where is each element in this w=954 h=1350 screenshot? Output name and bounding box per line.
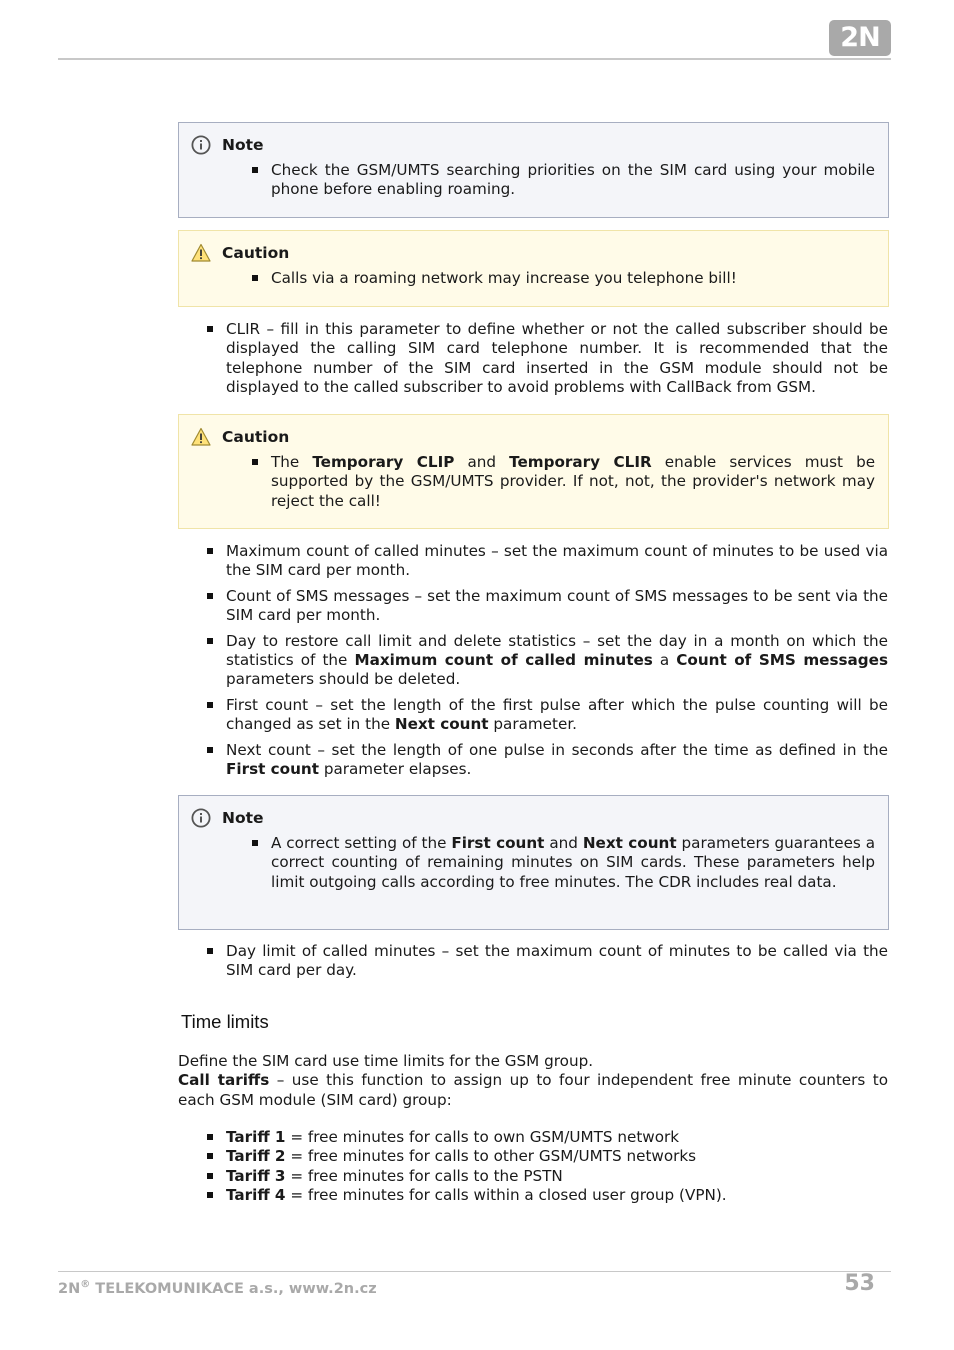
warning-icon — [191, 427, 211, 447]
list-item: First count – set the length of the first pulse after which the pulse counting will be changed as set in the Next count parameter. — [226, 696, 888, 735]
list-item: CLIR – fill in this parameter to define whether or not the called subscriber should be displayed the calling SIM card telephone number. It is recommended that the telephone number of the SIM card inserted in the GSM module should not be displayed to the called subscriber to avoid problems with CallBack from GSM. — [226, 320, 888, 398]
info-icon — [191, 135, 211, 155]
tariff-list — [226, 1128, 888, 1206]
list-item: Tariff 3 = free minutes for calls to the PSTN — [226, 1167, 888, 1186]
caution-box — [178, 230, 889, 307]
note-title: Note — [222, 136, 264, 154]
list-item: Check the GSM/UMTS searching priorities on the SIM card using your mobile phone before enabling roaming. — [271, 161, 875, 200]
list-item: Tariff 1 = free minutes for calls to own GSM/UMTS network — [226, 1128, 888, 1147]
note-box — [178, 122, 889, 218]
list-item: Tariff 2 = free minutes for calls to other GSM/UMTS networks — [226, 1147, 888, 1166]
caution-box — [178, 414, 889, 529]
parameter-list — [226, 320, 888, 404]
list-item: Day to restore call limit and delete statistics – set the day in a month on which the statistics of the Maximum count of called minutes a Count of SMS messages parameters should be deleted. — [226, 632, 888, 690]
section-intro: Define the SIM card use time limits for the GSM group. Call tariffs – use this function to assign up to four independent free minute counters to each GSM module (SIM card) group: — [178, 1052, 888, 1109]
footer-divider — [58, 1271, 891, 1272]
section-heading: Time limits — [181, 1011, 269, 1032]
list-item: Tariff 4 = free minutes for calls within a closed user group (VPN). — [226, 1186, 888, 1205]
company-logo: 2N — [829, 20, 891, 56]
parameter-list — [226, 542, 888, 785]
list-item: Next count – set the length of one pulse in seconds after the time as defined in the First count parameter elapses. — [226, 741, 888, 780]
list-item: Calls via a roaming network may increase you telephone bill! — [271, 269, 875, 288]
list-item: A correct setting of the First count and Next count parameters guarantees a correct counting of remaining minutes on SIM cards. These parameters help limit outgoing calls according to free minutes. The CDR includes real data. — [271, 834, 875, 892]
page-number: 53 — [844, 1271, 875, 1296]
list-item: The Temporary CLIP and Temporary CLIR enable services must be supported by the GSM/UMTS provider. If not, not, the provider's network may reject the call! — [271, 453, 875, 511]
note-box — [178, 795, 889, 930]
caution-title: Caution — [222, 244, 290, 262]
list-item: Day limit of called minutes – set the maximum count of minutes to be called via the SIM card per day. — [226, 942, 888, 981]
parameter-list — [226, 942, 888, 987]
list-item: Maximum count of called minutes – set the maximum count of minutes to be used via the SIM card per month. — [226, 542, 888, 581]
list-item: Count of SMS messages – set the maximum count of SMS messages to be sent via the SIM card per month. — [226, 587, 888, 626]
header-divider — [58, 58, 891, 60]
warning-icon — [191, 243, 211, 263]
footer-company: 2N® TELEKOMUNIKACE a.s., www.2n.cz — [58, 1279, 377, 1297]
note-title: Note — [222, 809, 264, 827]
info-icon — [191, 808, 211, 828]
caution-title: Caution — [222, 428, 290, 446]
